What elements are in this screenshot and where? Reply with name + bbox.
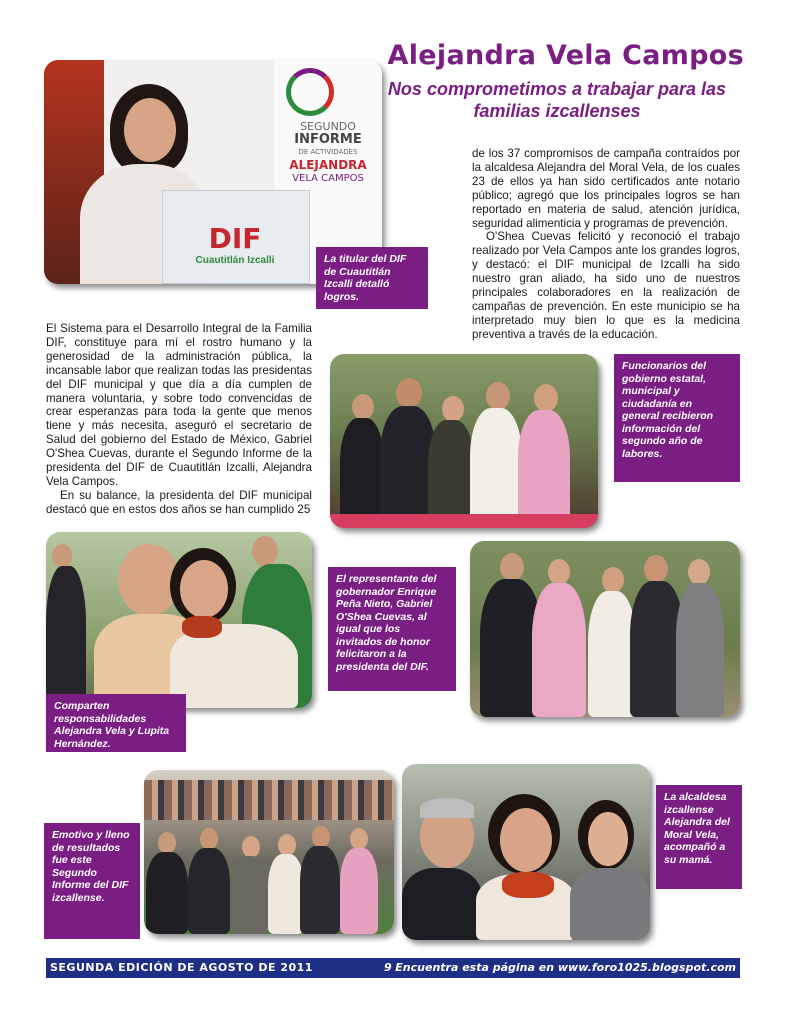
caption-crowd: Emotivo y lleno de resultados fue este Segundo Informe del DIF izcallense.	[44, 823, 140, 939]
article-right-column	[472, 147, 740, 342]
photo-two-women	[46, 532, 312, 708]
article-right-paragraph-1: de los 37 compromisos de campaña contraídos por la alcaldesa Alejandra del Moral Vela, de los cuales 23 de ellos ya han sido certificados ante notario público; agregó que los principales logros se han reportado en materia de salud, atención jurídica, seguridad alimenticia y programas de prevención.	[472, 147, 740, 230]
banner-line-1: SEGUNDO	[300, 120, 356, 133]
footer-blog-link[interactable]: Encuentra esta página en www.foro1025.blogspot.com	[395, 961, 736, 974]
page-title: Alejandra Vela Campos	[387, 40, 744, 71]
article-right-paragraph-2: O'Shea Cuevas felicitó y reconoció el trabajo realizado por Vela Campos ante los grandes logros, y destacó: el DIF municipal de Izcalli ha sido nuestro gran aliado, ha sido uno de nuestros principales colaboradores en la realización de campañas de prevención. En este municipio se ha interpretado muy bien lo que es la medicina preventiva a través de la educación.	[472, 230, 740, 341]
banner-line-5: VELA CAMPOS	[292, 173, 364, 184]
speaker-face	[124, 98, 176, 162]
podium-dif-logo: DIF	[208, 222, 262, 255]
caption-representative: El representante del gobernador Enrique Peña Nieto, Gabriel O'Shea Cuevas, al igual que los invitados de honor felicitaron a la presidenta del DIF.	[328, 567, 456, 691]
caption-two-women: Comparten responsabilidades Alejandra Vela y Lupita Hernández.	[46, 694, 186, 752]
caption-speaker: La titular del DIF de Cuautitlán Izcalli detalló logros.	[316, 247, 428, 309]
article-left-column	[46, 322, 312, 517]
footer-page-number: 9	[384, 961, 392, 974]
page-footer	[46, 958, 740, 978]
article-left-paragraph-2: En su balance, la presidenta del DIF municipal destacó que en estos dos años se han cumplido 25	[46, 488, 312, 516]
footer-edition: SEGUNDA EDICIÓN DE AGOSTO DE 2011	[50, 961, 313, 974]
photo-group-of-five	[470, 541, 740, 717]
page-subtitle: Nos comprometimos a trabajar para las familias izcallenses	[387, 79, 727, 121]
caption-mayor: La alcaldesa izcallense Alejandra del Moral Vela, acompañó a su mamá.	[656, 785, 742, 889]
podium-dif-subtitle: Cuautitlán Izcalli	[195, 255, 275, 266]
photo-crowd-applauding	[144, 770, 394, 934]
caption-officials: Funcionarios del gobierno estatal, municipal y ciudadanía en general recibieron información del segundo año de labores.	[614, 354, 740, 482]
dif-banner-logo	[286, 68, 334, 116]
photo-close-up-three	[402, 764, 650, 940]
photo-officials-group	[330, 354, 598, 528]
banner-line-3: DE ACTIVIDADES	[298, 148, 358, 156]
article-left-paragraph-1: El Sistema para el Desarrollo Integral de la Familia DIF, constituye para mí el rostro humano y la generosidad de la administración pública, la incansable labor que realizan todas las presidentas del DIF municipal y que día a día cumplen de manera voluntaria, y sobre todo convencidas de crear esperanzas para toda la gente que menos tiene y más necesita, aseguró el secretario de Salud del gobierno del Estado de México, Gabriel O'Shea Cuevas, durante el Segundo Informe de la presidenta del DIF de Cuautitlán Izcalli, Alejandra Vela Campos.	[46, 322, 312, 488]
banner-line-4: ALEJANDRA	[289, 158, 367, 172]
banner-line-2: INFORME	[294, 132, 362, 147]
